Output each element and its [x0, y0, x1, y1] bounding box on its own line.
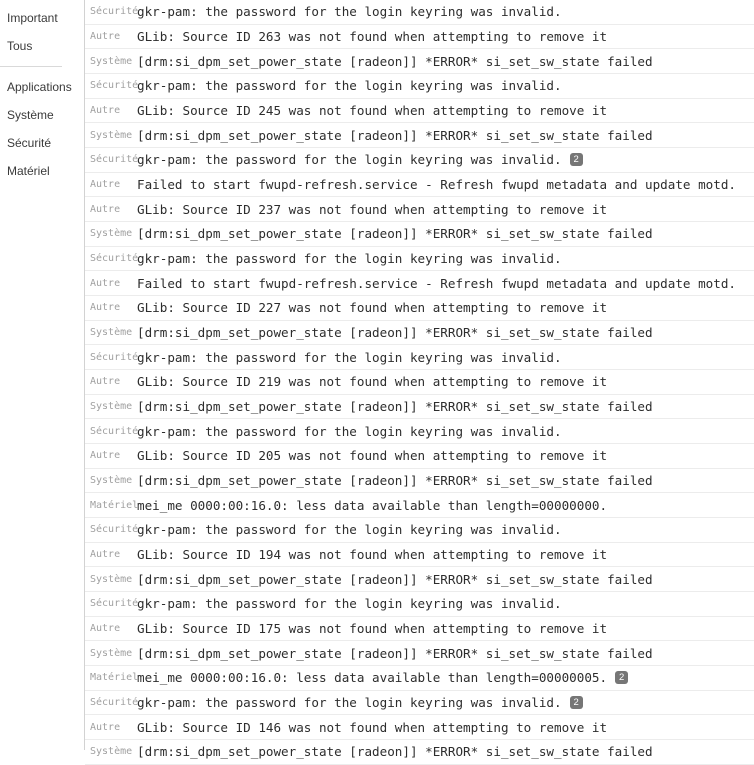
sidebar-item-tous[interactable]	[0, 32, 84, 60]
log-category-label: Système	[90, 327, 133, 339]
sidebar-item-securite[interactable]	[0, 129, 84, 157]
log-message: gkr-pam: the password for the login keyring was invalid.	[137, 423, 562, 439]
log-category-label: Système	[90, 401, 133, 413]
log-row[interactable]	[85, 321, 754, 346]
log-row[interactable]	[85, 469, 754, 494]
log-row[interactable]	[85, 740, 754, 765]
sidebar-category-group	[0, 73, 84, 185]
log-category-label: Autre	[90, 31, 121, 42]
log-row[interactable]	[85, 715, 754, 740]
log-category-label: Système	[90, 228, 133, 240]
log-row[interactable]	[85, 49, 754, 74]
log-message: mei_me 0000:00:16.0: less data available than length=00000005.	[137, 670, 608, 686]
log-message: GLib: Source ID 175 was not found when attempting to remove it	[137, 621, 608, 637]
log-message: [drm:si_dpm_set_power_state [radeon]] *ERROR* si_set_sw_state failed	[137, 325, 653, 341]
sidebar-item-label: Important	[7, 11, 58, 25]
log-row[interactable]	[85, 641, 754, 666]
log-message: gkr-pam: the password for the login keyring was invalid.	[137, 596, 562, 612]
log-message: Failed to start fwupd-refresh.service - Refresh fwupd metadata and update motd.	[137, 275, 736, 291]
log-row[interactable]	[85, 518, 754, 543]
log-category-label: Autre	[90, 721, 121, 733]
log-message: [drm:si_dpm_set_power_state [radeon]] *ERROR* si_set_sw_state failed	[137, 399, 653, 415]
log-message: GLib: Source ID 227 was not found when attempting to remove it	[137, 300, 608, 316]
log-message: GLib: Source ID 263 was not found when attempting to remove it	[137, 29, 608, 44]
log-category-label: Sécurité	[90, 524, 139, 536]
log-row[interactable]	[85, 99, 754, 124]
repeat-count-badge: 2	[570, 696, 583, 709]
log-row[interactable]	[85, 370, 754, 395]
sidebar-item-materiel[interactable]	[0, 157, 84, 185]
log-row[interactable]	[85, 395, 754, 420]
log-message: [drm:si_dpm_set_power_state [radeon]] *ERROR* si_set_sw_state failed	[137, 226, 653, 242]
log-category-label: Sécurité	[90, 253, 139, 265]
log-row[interactable]	[85, 666, 754, 691]
log-category-label: Sécurité	[90, 598, 139, 610]
log-message: gkr-pam: the password for the login keyring was invalid.	[137, 522, 562, 538]
log-row[interactable]	[85, 0, 754, 25]
log-message: [drm:si_dpm_set_power_state [radeon]] *ERROR* si_set_sw_state failed	[137, 744, 653, 760]
log-message: [drm:si_dpm_set_power_state [radeon]] *ERROR* si_set_sw_state failed	[137, 53, 653, 69]
log-category-label: Sécurité	[90, 154, 139, 166]
log-message: gkr-pam: the password for the login keyring was invalid.	[137, 349, 562, 365]
sidebar-item-label: Applications	[7, 80, 72, 94]
log-message: gkr-pam: the password for the login keyring was invalid.	[137, 251, 562, 267]
log-category-label: Sécurité	[90, 425, 139, 437]
log-event-list	[85, 0, 754, 760]
sidebar-divider	[0, 66, 62, 67]
log-category-label: Autre	[90, 105, 121, 117]
log-category-label: Matériel	[90, 672, 139, 684]
log-category-label: Système	[90, 475, 133, 487]
log-row[interactable]	[85, 296, 754, 321]
sidebar-item-label: Système	[7, 108, 54, 122]
log-category-label: Sécurité	[90, 6, 139, 18]
sidebar-item-important[interactable]	[0, 4, 84, 32]
sidebar-item-applications[interactable]	[0, 73, 84, 101]
log-category-label: Sécurité	[90, 80, 139, 92]
log-row[interactable]	[85, 567, 754, 592]
sidebar-item-systeme[interactable]	[0, 101, 84, 129]
log-message: GLib: Source ID 237 was not found when attempting to remove it	[137, 201, 608, 217]
log-message: [drm:si_dpm_set_power_state [radeon]] *ERROR* si_set_sw_state failed	[137, 473, 653, 489]
log-message: gkr-pam: the password for the login keyring was invalid.	[137, 4, 562, 20]
log-row[interactable]	[85, 197, 754, 222]
log-message: GLib: Source ID 245 was not found when attempting to remove it	[137, 103, 608, 119]
log-row[interactable]	[85, 543, 754, 568]
category-sidebar	[0, 0, 85, 750]
log-message: GLib: Source ID 205 was not found when attempting to remove it	[137, 448, 608, 464]
log-row[interactable]	[85, 271, 754, 296]
log-row[interactable]	[85, 74, 754, 99]
log-row[interactable]	[85, 25, 754, 50]
log-category-label: Système	[90, 55, 133, 67]
log-category-label: Système	[90, 573, 133, 585]
log-category-label: Sécurité	[90, 697, 139, 709]
log-message: [drm:si_dpm_set_power_state [radeon]] *ERROR* si_set_sw_state failed	[137, 571, 653, 587]
repeat-count-badge: 2	[615, 671, 628, 684]
log-category-label: Autre	[90, 203, 121, 215]
sidebar-top-group	[0, 4, 84, 60]
log-category-label: Système	[90, 746, 133, 758]
log-row[interactable]	[85, 123, 754, 148]
log-category-label: Autre	[90, 302, 121, 314]
sidebar-item-label: Sécurité	[7, 136, 52, 150]
log-category-label: Autre	[90, 179, 121, 191]
log-row[interactable]	[85, 173, 754, 198]
log-category-label: Autre	[90, 623, 121, 635]
log-message: GLib: Source ID 194 was not found when attempting to remove it	[137, 547, 608, 563]
log-category-label: Système	[90, 129, 133, 141]
log-row[interactable]	[85, 345, 754, 370]
log-category-label: Autre	[90, 450, 121, 462]
log-row[interactable]	[85, 222, 754, 247]
log-message: gkr-pam: the password for the login keyring was invalid.	[137, 695, 562, 711]
log-row[interactable]	[85, 444, 754, 469]
log-category-label: Matériel	[90, 499, 139, 511]
log-row[interactable]	[85, 419, 754, 444]
log-category-label: Sécurité	[90, 351, 139, 363]
log-category-label: Système	[90, 647, 133, 659]
log-row[interactable]	[85, 617, 754, 642]
log-row[interactable]	[85, 148, 754, 173]
log-row[interactable]	[85, 247, 754, 272]
log-category-label: Autre	[90, 376, 121, 388]
log-category-label: Autre	[90, 277, 121, 289]
sidebar-item-label: Matériel	[7, 164, 50, 178]
log-message: GLib: Source ID 146 was not found when attempting to remove it	[137, 719, 608, 735]
sidebar-item-label: Tous	[7, 39, 33, 53]
log-message: mei_me 0000:00:16.0: less data available than length=00000000.	[137, 497, 608, 513]
repeat-count-badge: 2	[570, 153, 583, 166]
log-message: Failed to start fwupd-refresh.service - Refresh fwupd metadata and update motd.	[137, 177, 736, 193]
log-message: GLib: Source ID 219 was not found when attempting to remove it	[137, 374, 608, 390]
log-message: [drm:si_dpm_set_power_state [radeon]] *ERROR* si_set_sw_state failed	[137, 645, 653, 661]
log-row[interactable]	[85, 493, 754, 518]
log-message: [drm:si_dpm_set_power_state [radeon]] *ERROR* si_set_sw_state failed	[137, 127, 653, 143]
log-category-label: Autre	[90, 549, 121, 561]
log-row[interactable]	[85, 691, 754, 716]
log-row[interactable]	[85, 592, 754, 617]
log-message: gkr-pam: the password for the login keyring was invalid.	[137, 152, 562, 168]
log-message: gkr-pam: the password for the login keyring was invalid.	[137, 78, 562, 94]
